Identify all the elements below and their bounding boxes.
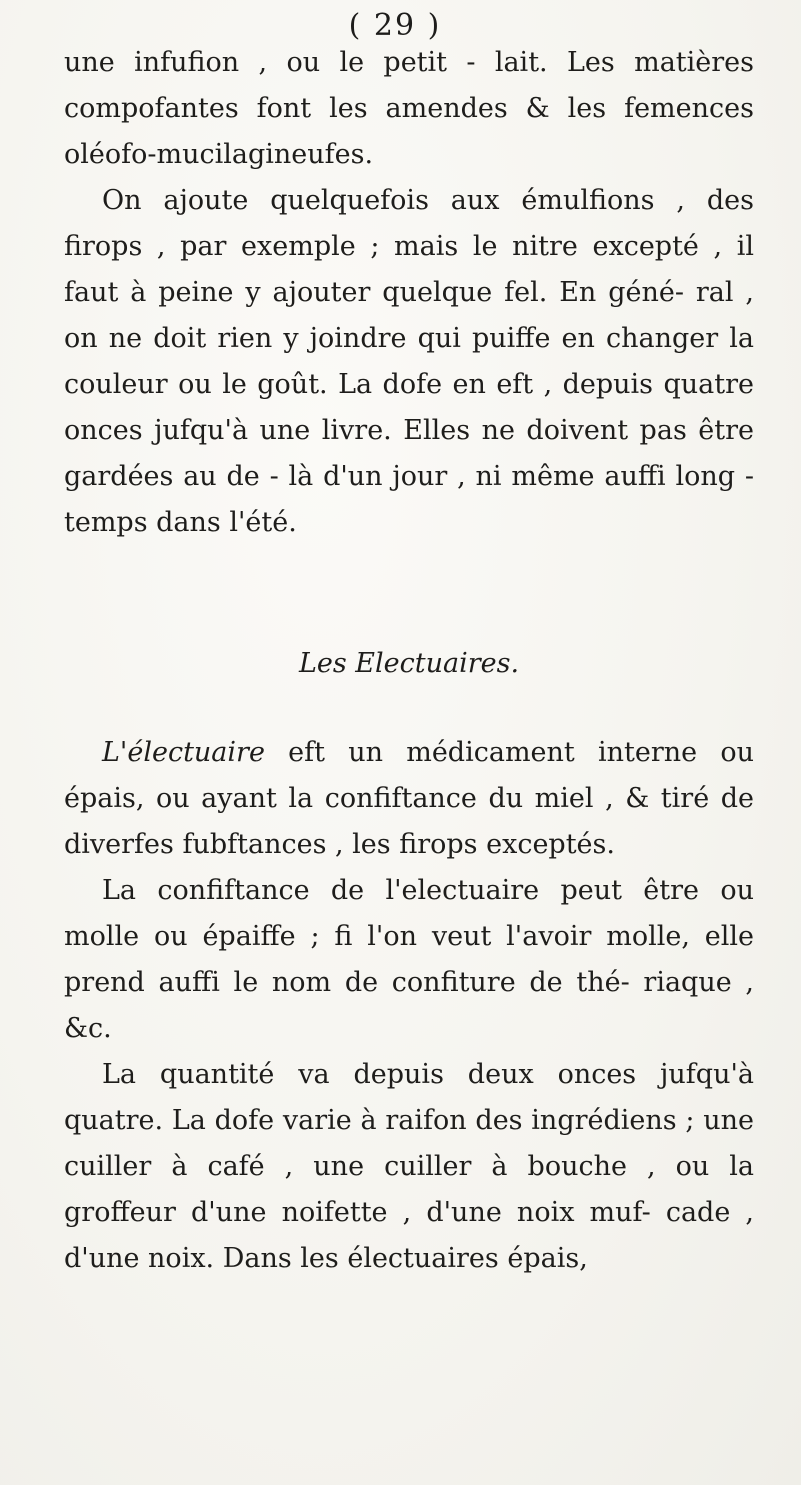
text-block-bottom <box>64 730 754 1282</box>
paragraph-consistency: La confiftance de l'electuaire peut être ou molle ou épaiffe ; fi l'on veut l'avoir molle, elle prend auffi le nom de confiture de thé- riaque , &c. <box>64 875 754 1044</box>
text-block-top <box>64 40 754 546</box>
page-number: ( 29 ) <box>348 8 442 43</box>
section-heading: Les Electuaires. <box>298 648 520 679</box>
lead-word: L'électuaire <box>102 737 265 768</box>
paragraph-quantity: La quantité va depuis deux onces jufqu'à quatre. La dofe varie à raifon des ingrédiens ; une cuiller à café , une cuiller à bouche , ou la groffeur d'une noifette , d'une noix muf- cade , d'une noix. Dans les électuaires épais, <box>64 1059 754 1274</box>
paragraph-definition <box>64 730 754 868</box>
definition-text: eft un médicament interne ou épais, ou ayant la confiftance du miel , & tiré de diverfes fubftances , les firops exceptés. <box>64 737 754 860</box>
paragraph-infusion: une infufion , ou le petit - lait. Les matières compofantes font les amendes & les femences oléofo-mucilagineufes. <box>64 47 754 170</box>
paragraph-emulsions: On ajoute quelquefois aux émulfions , des firops , par exemple ; mais le nitre excepté , il faut à peine y ajouter quelque fel. En géné- ral , on ne doit rien y joindre qui puiffe en changer la couleur ou le goût. La dofe en eft , depuis quatre onces jufqu'à une livre. Elles ne doivent pas être gardées au de - là d'un jour , ni même auffi long - temps dans l'été. <box>64 185 754 538</box>
